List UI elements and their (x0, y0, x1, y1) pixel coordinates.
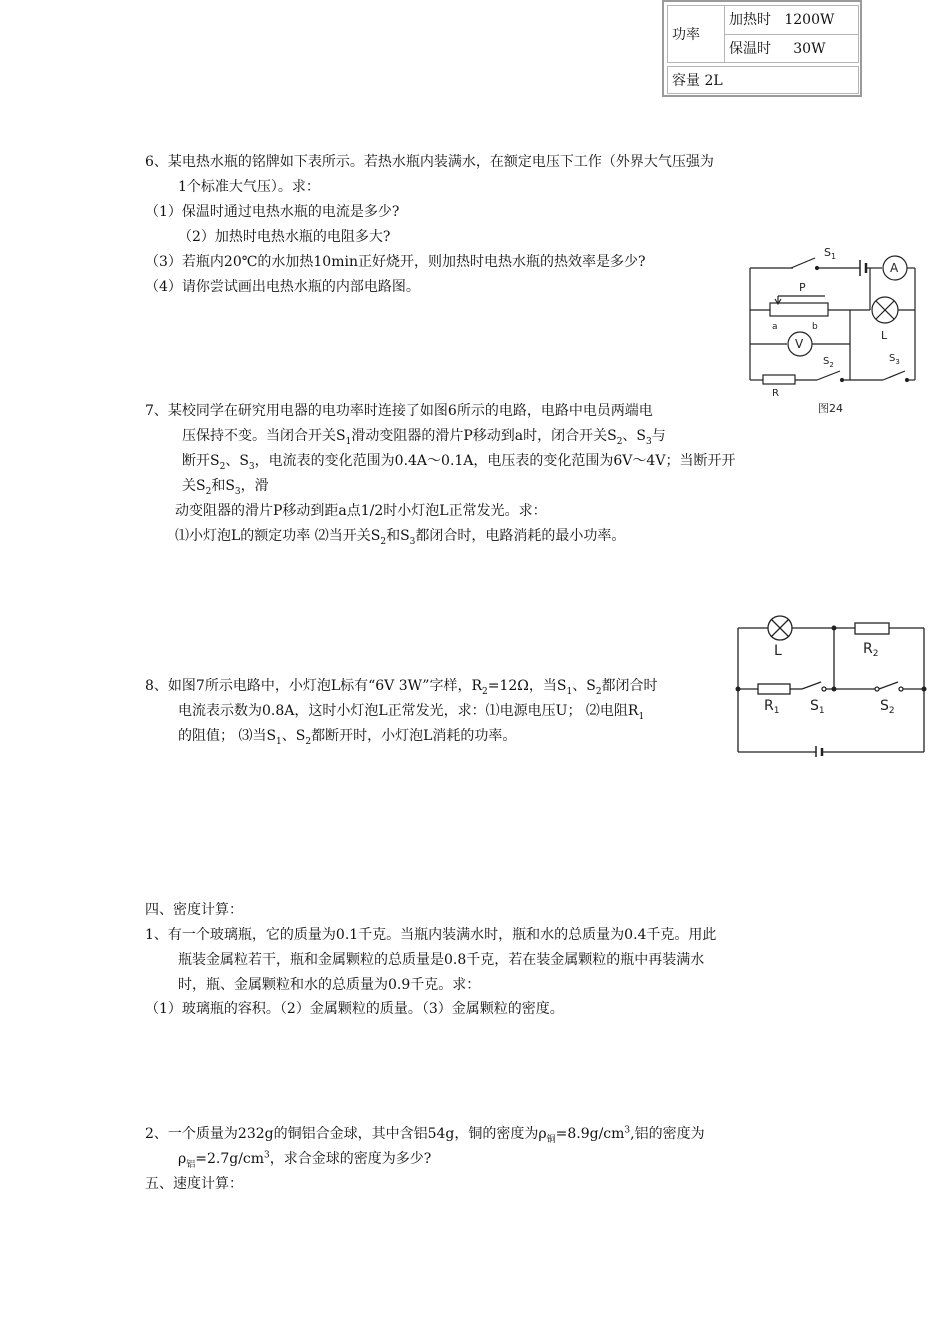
q7-l4c: ，滑 (240, 478, 269, 494)
sub-2: 2 (205, 486, 212, 497)
rho-cu-sub: 铜 (546, 1134, 556, 1145)
sub-1: 1 (345, 436, 352, 447)
sec4-q1-line4: （1）玻璃瓶的容积。（2）金属颗粒的质量。（3）金属颗粒的密度。 (145, 1001, 564, 1017)
sub-2: 2 (595, 686, 602, 697)
q8-line1 (145, 676, 658, 696)
q7-l6c: 都闭合时，电路消耗的最小功率。 (415, 528, 626, 544)
fig24-s3-label: $S_3$ (889, 353, 900, 366)
q7-line2 (182, 426, 666, 446)
q7-l3a: 断开S (182, 453, 220, 469)
q7-l6a: ⑴小灯泡L的额定功率 ⑵当开关S (175, 528, 381, 544)
q7-line5: 动变阻器的滑片P移动到距a点1/2时小灯泡L正常发光。求： (175, 503, 547, 519)
q6-stem-line1: 6、某电热水瓶的铭牌如下表所示。若热水瓶内装满水，在额定电压下工作（外界大气压强为 (145, 154, 714, 170)
q8-l1b: =12Ω，当S (487, 678, 567, 694)
sec4-q2-line1 (145, 1124, 705, 1144)
rheostat-a-label: a (772, 322, 778, 332)
sub-2: 2 (380, 536, 387, 547)
heating-value: 1200W (784, 12, 835, 28)
sub-1: 1 (566, 686, 573, 697)
rho-al-sub: 铝 (186, 1159, 196, 1170)
power-label-cell (667, 5, 725, 63)
fig24-s2-label: $S_2$ (823, 356, 834, 369)
q2-l2a: ρ (178, 1151, 187, 1167)
q8-l1d: 都闭合时 (601, 678, 658, 694)
section5-title: 五、速度计算： (145, 1176, 243, 1192)
keeping-cell (724, 34, 859, 63)
keeping-value: 30W (793, 41, 826, 57)
capacity-text: 容量 2L (672, 73, 723, 89)
q7-line4 (182, 476, 269, 496)
fig7-r1-label: $R_1$ (764, 698, 780, 716)
sub-1: 1 (276, 736, 282, 747)
sub-1: 1 (638, 711, 645, 722)
capacity-cell (667, 66, 859, 94)
q7-l3b: 、S (225, 453, 249, 469)
sub-3: 3 (248, 461, 255, 472)
fig24-lamp-label: L (881, 329, 888, 342)
rheostat-b-label: b (812, 322, 818, 332)
sub-2: 2 (219, 461, 226, 472)
q6-stem-line2: 1个标准大气压）。求： (178, 179, 320, 195)
q8-l3b: 、S (281, 728, 306, 744)
q7-l2d: 与 (651, 428, 666, 444)
q8-l1a: 8、如图7所示电路中，小灯泡L标有“6V 3W”字样，R (145, 678, 482, 694)
q2-l1b: =8.9g/cm (555, 1126, 625, 1142)
section4-title: 四、密度计算： (145, 902, 243, 918)
q6-part3: （3）若瓶内20℃的水加热10min正好烧开，则加热时电热水瓶的热效率是多少? (145, 254, 646, 270)
sub-2: 2 (305, 736, 312, 747)
q7-l4b: 和S (211, 478, 235, 494)
fig7-s1-label: $S_1$ (810, 698, 825, 716)
sub-2: 2 (482, 686, 488, 697)
q7-l2c: 、S (622, 428, 647, 444)
sup-3: 3 (264, 1150, 270, 1161)
q7-line3 (182, 451, 735, 471)
sec4-q1-line2: 瓶装金属粒若干，瓶和金属颗粒的总质量是0.8千克，若在装金属颗粒的瓶中再装满水 (178, 952, 705, 968)
q8-l1c: 、S (572, 678, 596, 694)
sec4-q1-line3: 时，瓶、金属颗粒和水的总质量为0.9千克。求： (178, 977, 481, 993)
q2-l1a: 2、一个质量为232g的铜铝合金球，其中含铝54g，铜的密度为ρ (145, 1126, 547, 1142)
q6-part2: （2）加热时电热水瓶的电阻多大? (178, 229, 391, 245)
voltmeter-label: V (795, 337, 804, 351)
fig7-lamp-label: L (774, 643, 782, 659)
q7-l2b: 滑动变阻器的滑片P移动到a时，闭合开关S (351, 428, 617, 444)
q7-line1: 7、某校同学在研究用电器的电功率时连接了如图6所示的电路，电路中电员两端电 (145, 403, 653, 419)
fig24-s1-label: $S_1$ (824, 246, 837, 261)
fig24-r-label: R (772, 388, 779, 399)
fig24-caption: 图24 (818, 402, 843, 415)
q8-l3c: 都断开时，小灯泡L消耗的功率。 (311, 728, 517, 744)
sub-3: 3 (409, 536, 416, 547)
ammeter-label: A (890, 261, 899, 275)
q7-l3c: ，电流表的变化范围为0.4A～0.1A，电压表的变化范围为6V～4V；当断开开 (254, 453, 736, 469)
slider-p-label: P (799, 281, 806, 294)
q7-l4a: 关S (182, 478, 206, 494)
sup-3: 3 (624, 1125, 631, 1136)
fig7-s2-label: $S_2$ (880, 698, 895, 716)
q8-line3 (178, 726, 516, 746)
sub-3: 3 (646, 436, 652, 447)
q2-l2b: =2.7g/cm (195, 1151, 265, 1167)
q8-line2 (178, 701, 644, 721)
power-label: 功率 (672, 27, 700, 43)
q7-line6 (175, 526, 625, 546)
q6-part1: （1）保温时通过电热水瓶的电流是多少? (145, 204, 400, 220)
q8-l3a: 的阻值； ⑶当S (178, 728, 277, 744)
sec4-q2-line2 (178, 1149, 431, 1169)
sub-3: 3 (234, 486, 241, 497)
q8-l2a: 电流表示数为0.8A，这时小灯泡L正常发光，求：⑴电源电压U； ⑵电阻R (178, 703, 639, 719)
q2-l1c: ,铝的密度为 (630, 1126, 705, 1142)
switch-s1-blade (791, 258, 815, 268)
heating-label: 加热时 (729, 12, 771, 28)
q2-l2c: ，求合金球的密度为多少? (269, 1151, 432, 1167)
q7-l6b: 和S (386, 528, 410, 544)
fig7-r2-label: $R_2$ (863, 641, 879, 659)
sub-2: 2 (616, 436, 623, 447)
heating-cell (724, 5, 859, 35)
figure-7-circuit (730, 612, 930, 757)
spec-table (662, 0, 862, 97)
figure-24-circuit (745, 240, 925, 420)
keeping-label: 保温时 (729, 41, 771, 57)
q7-l2a: 压保持不变。当闭合开关S (182, 428, 346, 444)
q6-part4: （4）请你尝试画出电热水瓶的内部电路图。 (145, 279, 420, 295)
sec4-q1-line1: 1、有一个玻璃瓶，它的质量为0.1千克。当瓶内装满水时，瓶和水的总质量为0.4千克。用此 (145, 927, 717, 943)
